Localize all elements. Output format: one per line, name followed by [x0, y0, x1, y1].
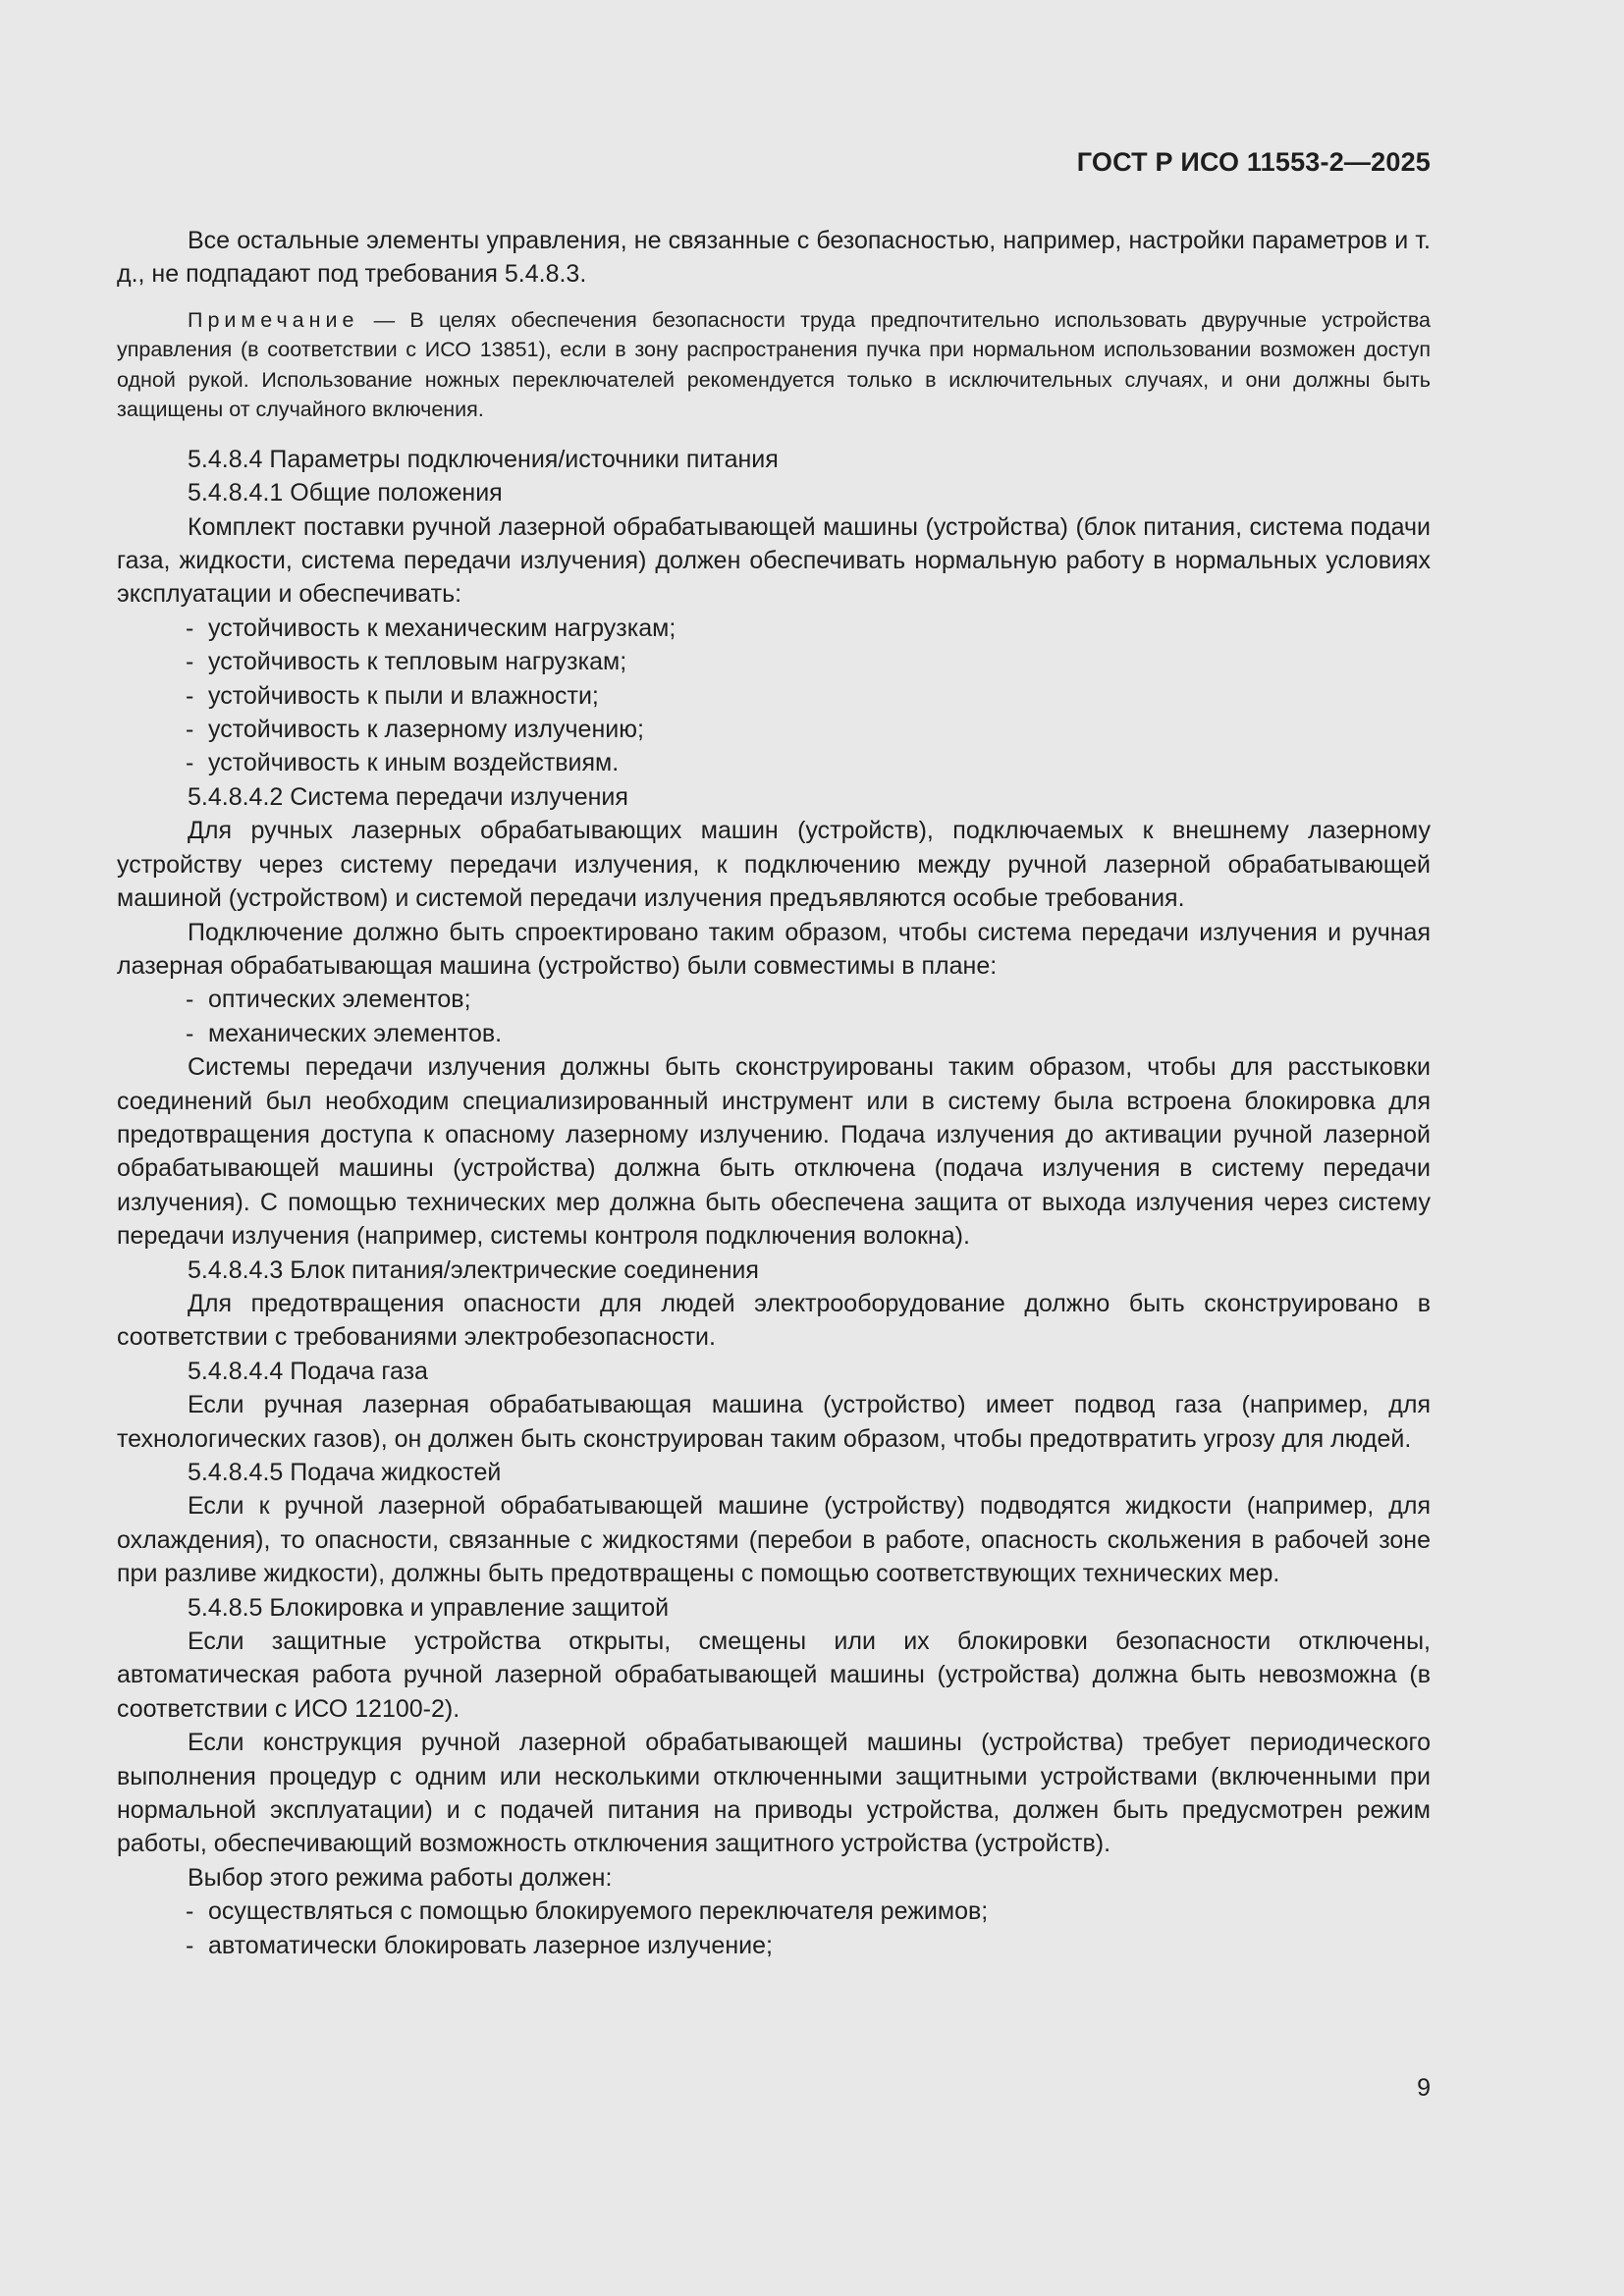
list-item-text: оптических элементов;: [208, 986, 471, 1014]
list-item: [117, 746, 1431, 779]
list-item: [117, 645, 1431, 678]
list-item: [117, 1929, 1431, 1962]
list-marker: -: [186, 648, 194, 676]
list-item: [117, 612, 1431, 645]
paragraph: Если ручная лазерная обрабатывающая машина (устройство) имеет подвод газа (например, для технологических газов), он должен быть сконструирован таким образом, чтобы предотвратить угрозу для людей.: [117, 1391, 1431, 1453]
section-heading: 5.4.8.4.5 Подача жидкостей: [188, 1459, 502, 1486]
list-item-text: устойчивость к тепловым нагрузкам;: [208, 648, 627, 676]
list-marker: -: [186, 986, 194, 1014]
list-marker: -: [186, 749, 194, 777]
section-heading: 5.4.8.4 Параметры подключения/источники питания: [188, 445, 779, 473]
list-marker: -: [186, 1897, 194, 1926]
page-number: 9: [1417, 2074, 1431, 2102]
paragraph: Для ручных лазерных обрабатывающих машин (устройств), подключаемых к внешнему лазерному устройству через систему передачи излучения, к подключению между ручной лазерной обрабатывающей машиной (устройством) и системой передачи излучения предъявляются особые требования.: [117, 817, 1431, 913]
list-item: [117, 1895, 1431, 1928]
list-marker: -: [186, 1019, 194, 1047]
list-marker: -: [186, 1931, 194, 1959]
list-item-text: устойчивость к пыли и влажности;: [208, 681, 599, 710]
paragraph: Для предотвращения опасности для людей электрооборудование должно быть сконструировано в соответствии с требованиями электробезопасности.: [117, 1289, 1431, 1352]
paragraph: Выбор этого режима работы должен:: [188, 1863, 613, 1892]
paragraph: Если конструкция ручной лазерной обрабатывающей машины (устройства) требует периодического выполнения процедур с одним или несколькими отключенными защитными устройствами (включенными при нормальной эксплуатации) и с подачей питания на приводы устройства, должен быть предусмотрен режим работы, обеспечивающий возможность отключения защитного устройства (устройств).: [117, 1729, 1431, 1858]
note-label: Примечание: [188, 307, 359, 332]
list-marker: -: [186, 614, 194, 642]
document-body: [117, 224, 1431, 1962]
note: [117, 305, 1431, 425]
list-item-text: устойчивость к лазерному излучению;: [208, 716, 644, 744]
paragraph: Системы передачи излучения должны быть сконструированы таким образом, чтобы для расстыковки соединений был необходим специализированный инструмент или в систему была встроена блокировка для предотвращения доступа к опасному лазерному излучению. Подача излучения до активации ручной лазерной обрабатывающей машины (устройства) должна быть отключена (подача излучения в систему передачи излучения). С помощью технических мер должна быть обеспечена защита от выхода излучения через систему передачи излучения (например, системы контроля подключения волокна).: [117, 1053, 1431, 1251]
paragraph: Если защитные устройства открыты, смещены или их блокировки безопасности отключены, автоматическая работа ручной лазерной обрабатывающей машины (устройства) должна быть невозможна (в соответствии с ИСО 12100-2).: [117, 1628, 1431, 1723]
list-item-text: осуществляться с помощью блокируемого переключателя режимов;: [208, 1897, 989, 1926]
section-heading: 5.4.8.4.1 Общие положения: [188, 479, 503, 507]
list-item: [117, 679, 1431, 713]
paragraph: Все остальные элементы управления, не связанные с безопасностью, например, настройки параметров и т. д., не подпадают под требования 5.4.8.3.: [117, 227, 1431, 289]
list-marker: -: [186, 681, 194, 710]
paragraph: Комплект поставки ручной лазерной обрабатывающей машины (устройства) (блок питания, система подачи газа, жидкости, система передачи излучения) должен обеспечивать нормальную работу в нормальных условиях эксплуатации и обеспечивать:: [117, 512, 1431, 609]
section-heading: 5.4.8.4.3 Блок питания/электрические соединения: [188, 1255, 759, 1284]
list-item: [117, 983, 1431, 1016]
document-header: ГОСТ Р ИСО 11553-2—2025: [1076, 147, 1431, 177]
paragraph: Если к ручной лазерной обрабатывающей машине (устройству) подводятся жидкости (например, для охлаждения), то опасности, связанные с жидкостями (перебои в работе, опасность скольжения в рабочей зоне при разливе жидкости), должны быть предотвращены с помощью соответствующих технических мер.: [117, 1492, 1431, 1588]
list-item-text: устойчивость к механическим нагрузкам;: [208, 614, 677, 642]
paragraph: Подключение должно быть спроектировано таким образом, чтобы система передачи излучения и ручная лазерная обрабатывающая машина (устройство) были совместимы в плане:: [117, 918, 1431, 980]
list-item: [117, 713, 1431, 746]
section-heading: 5.4.8.5 Блокировка и управление защитой: [188, 1593, 670, 1622]
list-item-text: автоматически блокировать лазерное излучение;: [208, 1931, 773, 1959]
list-marker: -: [186, 716, 194, 744]
section-heading: 5.4.8.4.2 Система передачи излучения: [188, 782, 628, 811]
list-item-text: механических элементов.: [208, 1019, 503, 1047]
note-text: — В целях обеспечения безопасности труда предпочтительно использовать двуручные устройства управления (в соответствии с ИСО 13851), если в зону распространения пучка при нормальном использовании возможен доступ одной рукой. Использование ножных переключателей рекомендуется только в исключительных случаях, и они должны быть защищены от случайного включения.: [117, 307, 1431, 422]
list-item: [117, 1017, 1431, 1050]
section-heading: 5.4.8.4.4 Подача газа: [188, 1357, 428, 1385]
list-item-text: устойчивость к иным воздействиям.: [208, 749, 620, 777]
